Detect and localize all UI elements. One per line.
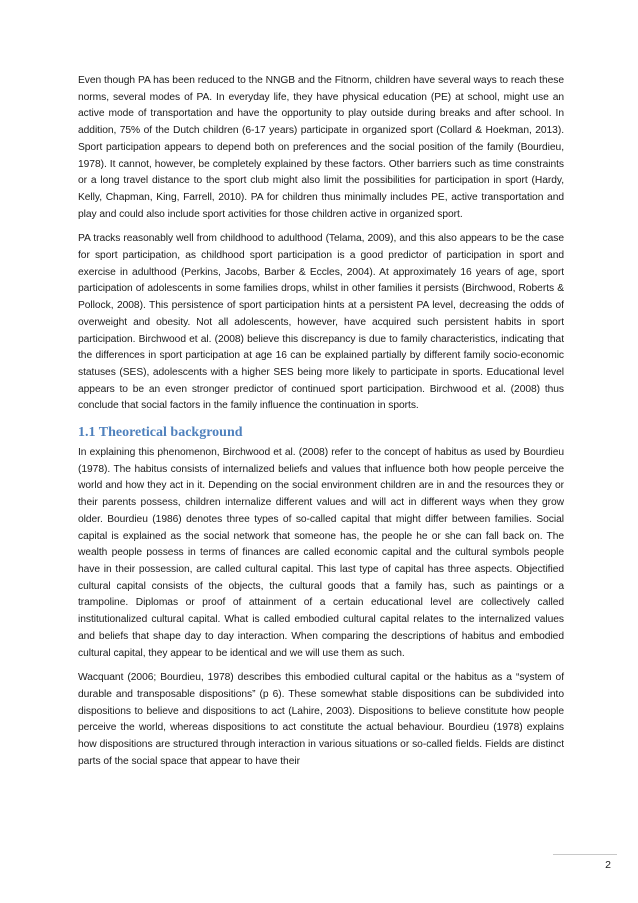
body-paragraph: Wacquant (2006; Bourdieu, 1978) describes this embodied cultural capital or the habitus as a “system of durable and transposable dispositions” (p 6). These somewhat stable dispositions can be subdivided into dispositions to believe and dispositions to act (Lahire, 2003). Dispositions to believe constitute how people perceive the world, whereas dispositions to act constitute the actual behaviour. Bourdieu (1978) explains how dispositions are structured through interaction in various situations or so-called fields. Fields are distinct parts of the social space that appear to have their (78, 672, 564, 767)
footer-divider (553, 854, 617, 855)
section-heading: 1.1 Theoretical background (78, 425, 243, 441)
page-body (78, 73, 564, 778)
body-paragraph: In explaining this phenomenon, Birchwood et al. (2008) refer to the concept of habitus as used by Bourdieu (1978). The habitus consists of internalized beliefs and values that influence both how people perceive the world and how they act in it. Depending on the social environment children are in and the resources they or their parents possess, children internalize different values and will act in different ways when they grow older. Bourdieu (1986) denotes three types of so-called capital that might differ between families. Social capital is explained as the social network that someone has, the people he or she can fall back on. The wealth people possess in terms of finances are called economic capital and the cultural symbols people have in their possession, are called cultural capital. This last type of capital has three aspects. Objectified cultural capital consists of the objects, the cultural goods that a family has, such as paintings or a trampoline. Diplomas or proof of attainment of a certain educational level are collectively called institutionalized cultural capital. What is called embodied cultural capital relates to the internalized values and beliefs that shape day to day interaction. When comparing the descriptions of habitus and embodied cultural capital, they appear to be identical and we will use them as such. (78, 447, 564, 659)
body-paragraph: PA tracks reasonably well from childhood to adulthood (Telama, 2009), and this also appears to be the case for sport participation, as childhood sport participation is a good predictor of participation in sport and exercise in adulthood (Perkins, Jacobs, Barber & Eccles, 2004). At approximately 16 years of age, sport participation of adolescents in some families drops, whilst in other families it persists (Birchwood, Roberts & Pollock, 2008). This persistence of sport participation hints at a persistent PA level, decreasing the odds of overweight and obesity. Not all adolescents, however, have acquired such persistent habits in sport participation. Birchwood et al. (2008) believe this discrepancy is due to family characteristics, indicating that the differences in sport participation at age 16 can be explained partially by different family socio-economic statuses (SES), adolescents with a higher SES being more likely to participate in sports. Educational level appears to be an even stronger predictor of continued sport participation. Birchwood et al. (2008) thus conclude that social factors in the family influence the continuation in sports. (78, 233, 564, 412)
body-paragraph: Even though PA has been reduced to the NNGB and the Fitnorm, children have several ways to reach these norms, several modes of PA. In everyday life, they have physical education (PE) at school, might use an active mode of transportation and have the opportunity to play outside during breaks and after school. In addition, 75% of the Dutch children (6-17 years) participate in organized sport (Collard & Hoekman, 2013). Sport participation appears to depend both on preferences and the social position of the family (Bourdieu, 1978). It cannot, however, be completely explained by these factors. Other barriers such as time constraints or a long travel distance to the sport club might also limit the possibilities for participation in sport (Hardy, Kelly, Chapman, King, Farrell, 2010). PA for children thus minimally includes PE, active transportation and play and could also include sport activities for those children active in organized sport. (78, 75, 564, 220)
page-number: 2 (605, 859, 611, 871)
